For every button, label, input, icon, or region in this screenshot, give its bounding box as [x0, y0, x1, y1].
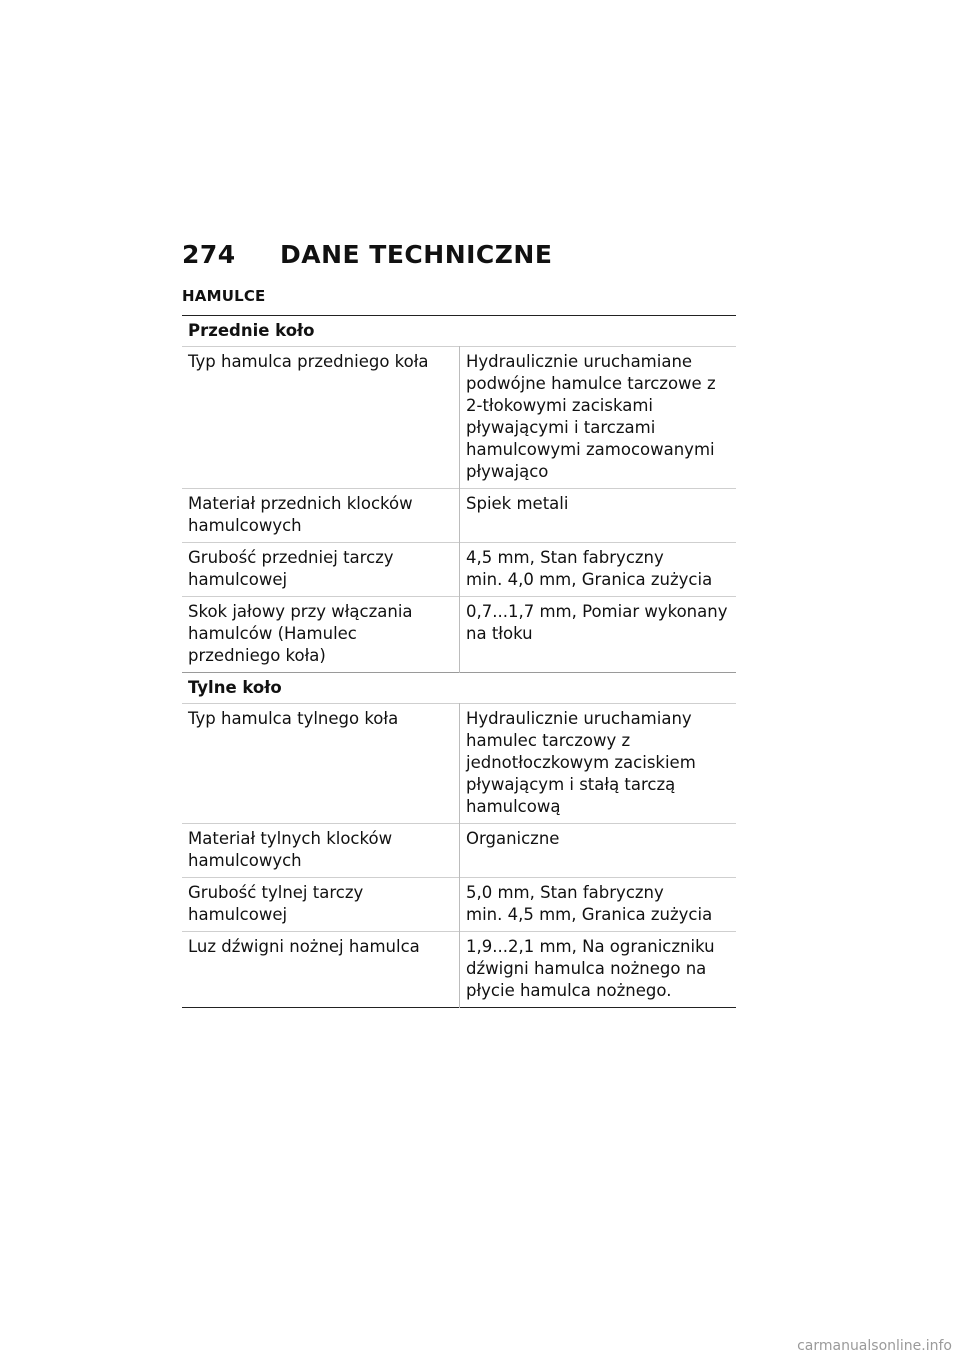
row-label: Typ hamulca przedniego koła: [182, 347, 460, 489]
row-value: Hydraulicznie uruchamiany hamulec tarczowy z jednotłoczkowym zaciskiem pływającym i stałą tarczą hamulcową: [460, 704, 737, 824]
chapter-title: DANE TECHNICZNE: [280, 240, 553, 269]
section-title: HAMULCE: [182, 287, 736, 316]
row-value: 0,7...1,7 mm, Pomiar wykonany na tłoku: [460, 597, 737, 673]
row-value: Organiczne: [460, 824, 737, 878]
table-row: [182, 878, 736, 932]
table-row: [182, 489, 736, 543]
table-row: [182, 704, 736, 824]
row-label: Skok jałowy przy włączania hamulców (Hamulec przedniego koła): [182, 597, 460, 673]
watermark-footer: carmanualsonline.info: [797, 1338, 952, 1354]
row-value: 1,9...2,1 mm, Na ograniczniku dźwigni hamulca nożnego na płycie hamulca nożnego.: [460, 932, 737, 1008]
spec-table: [182, 316, 736, 1008]
value-line: 5,0 mm, Stan fabryczny: [466, 883, 664, 902]
row-label: Typ hamulca tylnego koła: [182, 704, 460, 824]
group-title: Przednie koło: [188, 321, 315, 340]
row-value: Spiek metali: [460, 489, 737, 543]
row-value: [460, 878, 737, 932]
row-value: Hydraulicznie uruchamiane podwójne hamulce tarczowe z 2-tłokowymi zaciskami pływającymi i tarczami hamulcowymi zamocowanymi pływająco: [460, 347, 737, 489]
manual-page: [182, 240, 736, 1008]
group-header: [182, 316, 736, 347]
row-label: Luz dźwigni nożnej hamulca: [182, 932, 460, 1008]
table-row: [182, 347, 736, 489]
value-line: 4,5 mm, Stan fabryczny: [466, 548, 664, 567]
table-row: [182, 824, 736, 878]
row-label: Materiał tylnych klocków hamulcowych: [182, 824, 460, 878]
table-row: [182, 543, 736, 597]
row-label: Materiał przednich klocków hamulcowych: [182, 489, 460, 543]
group-header: [182, 673, 736, 704]
value-line: min. 4,0 mm, Granica zużycia: [466, 570, 713, 589]
table-row: [182, 932, 736, 1008]
table-row: [182, 597, 736, 673]
row-label: Grubość przedniej tarczy hamulcowej: [182, 543, 460, 597]
page-header: [182, 240, 736, 269]
page-number: 274: [182, 240, 236, 269]
value-line: min. 4,5 mm, Granica zużycia: [466, 905, 713, 924]
group-title: Tylne koło: [182, 673, 736, 704]
row-label: Grubość tylnej tarczy hamulcowej: [182, 878, 460, 932]
row-value: [460, 543, 737, 597]
